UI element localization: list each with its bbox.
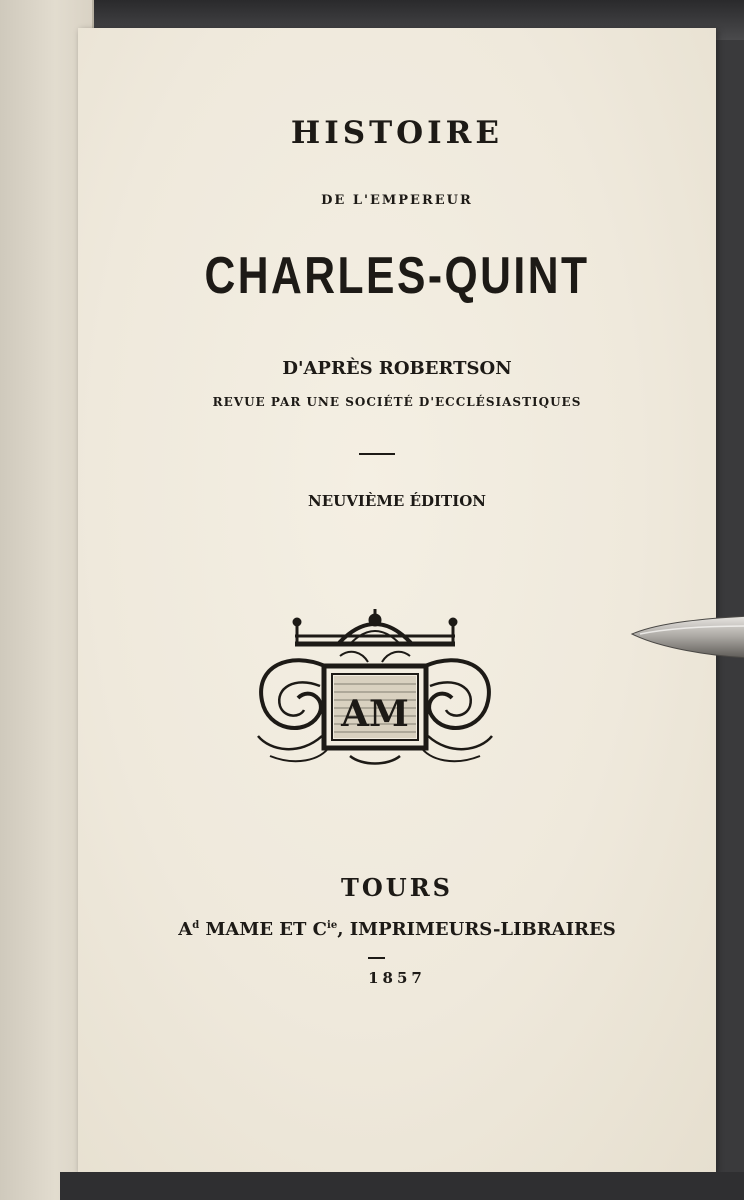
printer-device-icon — [250, 606, 500, 768]
imprint-year: 1857 — [368, 969, 426, 987]
imprint-rule — [368, 957, 385, 959]
device-monogram: AM — [341, 693, 409, 735]
title-charles-quint: CHARLES-QUINT — [204, 247, 590, 305]
imprint-place: TOURS — [341, 873, 453, 902]
subtitle-revue: REVUE PAR UNE SOCIÉTÉ D'ECCLÉSIASTIQUES — [212, 395, 582, 409]
subtitle-robertson: D'APRÈS ROBERTSON — [282, 358, 512, 379]
title-histoire: HISTOIRE — [290, 115, 504, 151]
title-page — [78, 28, 716, 1172]
title-de-lempereur: DE L'EMPEREUR — [321, 193, 473, 208]
edition-label: NEUVIÈME ÉDITION — [308, 492, 486, 510]
dark-backdrop-bottom — [60, 1172, 744, 1200]
imprint-publisher: $A^d$ MAME ET $C^{ie}$, IMPRIMEURS-LIBRAIRES — [178, 919, 616, 940]
divider-rule — [359, 453, 395, 455]
page-clip-icon — [630, 612, 744, 662]
